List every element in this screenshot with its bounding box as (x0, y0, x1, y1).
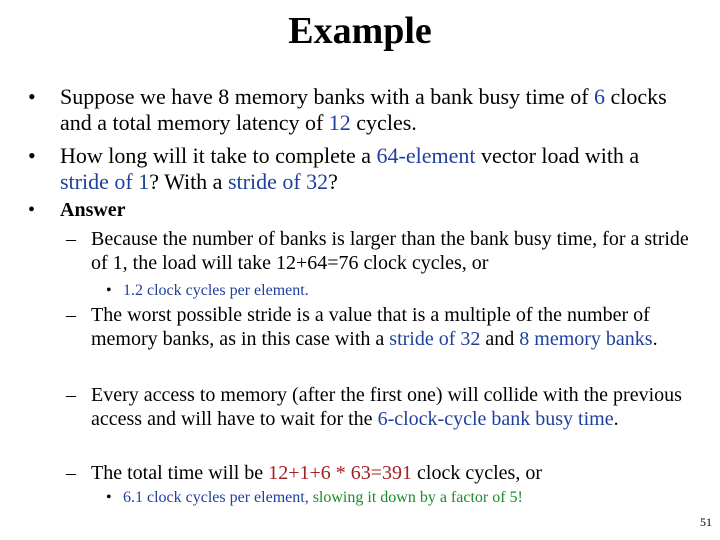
sub-sub-bullet-text: 6.1 clock cycles per element, (123, 489, 313, 506)
dash-icon: – (66, 384, 76, 406)
slowdown-text: slowing it down by a factor of 5! (312, 489, 523, 506)
sub-bullet-text: clock cycles, or (412, 462, 542, 484)
bullet-text: How long will it take to complete a (60, 143, 377, 168)
memory-banks-value: 8 memory banks (519, 328, 653, 350)
sub-sub-bullet-cycles-per-element (106, 281, 683, 301)
bullet-memory-banks (28, 84, 690, 136)
sub-sub-bullet-slowdown (106, 488, 683, 508)
total-time-formula: 12+1+6 * 63=391 (268, 462, 413, 484)
answer-label: Answer (60, 199, 126, 221)
bullet-dot-icon: • (28, 199, 36, 221)
bullet-dot-icon: • (28, 84, 36, 109)
busy-time-value: 6 (594, 84, 606, 109)
sub-bullet-text: The worst possible stride is a value that is a multiple of the number of memory banks, as in this case with a (91, 304, 650, 350)
vector-size-value: 64-element (376, 143, 476, 168)
sub-bullet-stride-1 (66, 227, 691, 275)
bullet-dot-icon: • (106, 282, 112, 299)
dash-icon: – (66, 228, 76, 250)
bullet-text: ? (328, 169, 338, 194)
stride-32-value: stride of 32 (389, 328, 481, 350)
page-number: 51 (700, 515, 712, 529)
sub-bullet-text: and (480, 328, 520, 350)
bullet-dot-icon: • (28, 143, 36, 168)
sub-bullet-text: Every access to memory (after the first one) will collide with the previous access and will have to wait for the (91, 384, 682, 430)
sub-bullet-text: Because the number of banks is larger than the bank busy time, for a stride of 1, the load will take 12+64=76 clock cycles, or (91, 228, 689, 274)
bullet-text: cycles. (350, 110, 417, 135)
sub-bullet-text: . (652, 328, 658, 350)
bullet-dot-icon: • (106, 489, 112, 506)
dash-icon: – (66, 304, 76, 326)
sub-sub-bullet-text: 1.2 clock cycles per element. (123, 282, 309, 299)
stride-1-value: stride of 1 (60, 169, 150, 194)
bullet-answer (28, 198, 690, 222)
bullet-text: Suppose we have 8 memory banks with a bank busy time of (60, 84, 595, 109)
bullet-text: vector load with a (475, 143, 640, 168)
stride-32-value: stride of 32 (227, 169, 329, 194)
bullet-question (28, 143, 690, 195)
sub-bullet-text: The total time will be (91, 462, 269, 484)
bullet-text: clocks and a total memory latency of (60, 84, 667, 135)
sub-bullet-collision (66, 383, 691, 431)
dash-icon: – (66, 462, 76, 484)
bank-busy-time-value: 6-clock-cycle bank busy time (377, 408, 614, 430)
sub-bullet-text: . (613, 408, 619, 430)
slide-title: Example (288, 10, 432, 52)
bullet-text: ? With a (149, 169, 228, 194)
sub-bullet-total-time (66, 461, 691, 485)
sub-bullet-worst-stride (66, 303, 691, 351)
latency-value: 12 (328, 110, 351, 135)
